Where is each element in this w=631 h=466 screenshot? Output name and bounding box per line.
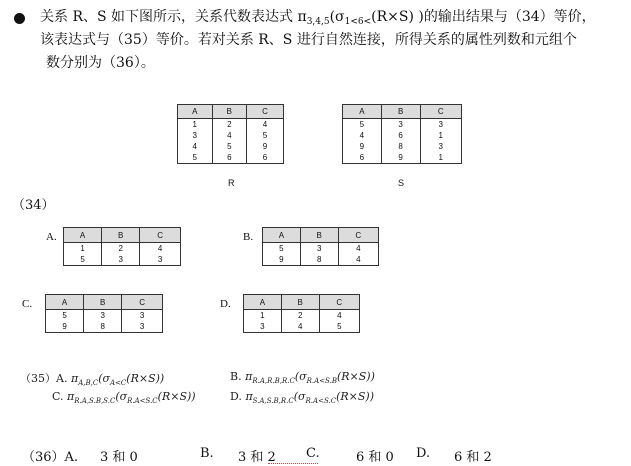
relation-s-header-row: [343, 105, 462, 119]
q34-option-b-header-row: [263, 228, 379, 243]
q35-b-sigma: (σ: [294, 370, 307, 383]
relation-r-header-row: [178, 105, 284, 119]
table-cell: 5: [178, 152, 213, 164]
q35-c-pi: π: [67, 390, 75, 403]
table-cell: 2: [102, 243, 140, 255]
table-cell: 5: [319, 321, 359, 333]
q34-option-b-label[interactable]: B.: [243, 231, 254, 243]
table-cell: 8: [84, 321, 122, 333]
table-row: [343, 152, 462, 164]
table-row: [263, 243, 379, 255]
table-cell: 1: [178, 119, 213, 131]
q34-option-d-label[interactable]: D.: [220, 298, 231, 310]
q34-option-c-header-row: [46, 295, 163, 310]
table-cell: 4: [319, 310, 359, 322]
table-cell: 4: [212, 130, 247, 141]
q36-option-d[interactable]: 6 和 2: [454, 450, 492, 465]
q34-option-d-header-row: [244, 295, 360, 310]
table-cell: 6: [343, 152, 382, 164]
q35-c-sigma: (σ: [115, 390, 128, 403]
table-cell: 1: [64, 243, 102, 255]
table-cell: 3: [84, 310, 122, 322]
question-line1-part-c: (R×S) )的输出结果与（34）等价，: [371, 9, 596, 25]
table-cell: 4: [178, 141, 213, 152]
q36-option-d-label: D.: [416, 446, 431, 461]
table-cell: 5: [64, 254, 102, 266]
table-cell: 3: [122, 310, 163, 322]
table-cell: 3: [420, 141, 461, 152]
table-cell: 9: [381, 152, 420, 164]
q35-d-pi-sub: S.A,S.B,R.C: [252, 397, 294, 405]
relation-r-name: R: [228, 178, 235, 188]
relation-s-col-c: C: [420, 105, 461, 119]
q35-c-label: C.: [52, 390, 64, 403]
table-cell: 3: [300, 243, 338, 255]
table-cell: 3: [178, 130, 213, 141]
table-cell: 9: [343, 141, 382, 152]
relation-r-col-b: B: [212, 105, 247, 119]
q35-c-rest: (R×S)): [157, 390, 196, 403]
table-cell: 3: [102, 254, 140, 266]
q34-option-b-col-b: B: [300, 228, 338, 243]
question-line1-part-b: (σ: [329, 9, 345, 25]
table-cell: 6: [212, 152, 247, 164]
q34-option-a-col-a: A: [64, 228, 102, 243]
q35-d-sigma: (σ: [293, 390, 306, 403]
table-cell: 4: [247, 119, 284, 131]
table-cell: 3: [420, 119, 461, 131]
table-row: [64, 254, 181, 266]
selection-subscript: 1<6<: [344, 17, 372, 27]
table-row: [343, 119, 462, 131]
table-row: [244, 321, 360, 333]
table-cell: 4: [281, 321, 319, 333]
table-cell: 1: [420, 130, 461, 141]
q34-option-a-col-b: B: [102, 228, 140, 243]
table-cell: 9: [263, 254, 301, 266]
q35-b-label: B.: [230, 370, 242, 383]
table-cell: 5: [343, 119, 382, 131]
q36-option-a[interactable]: 3 和 0: [100, 450, 138, 465]
q35-a-sigma: (σ: [98, 372, 111, 385]
q35-option-b[interactable]: [230, 370, 375, 385]
table-row: [343, 130, 462, 141]
q34-option-c-table: [45, 294, 163, 333]
q35-d-sigma-sub: R.A<S.C: [305, 397, 337, 405]
q35-b-rest: (R×S)): [336, 370, 375, 383]
table-row: [178, 152, 284, 164]
table-cell: 9: [247, 141, 284, 152]
q35-d-rest: (R×S)): [336, 390, 374, 403]
q34-option-c-col-a: A: [46, 295, 84, 310]
table-row: [46, 310, 163, 322]
q34-option-d-col-a: A: [244, 295, 282, 310]
relation-s-col-b: B: [381, 105, 420, 119]
table-cell: 5: [247, 130, 284, 141]
q35-b-pi: π: [245, 370, 253, 383]
q34-option-b-col-a: A: [263, 228, 301, 243]
q35-b-sigma-sub: R.A<S.B: [306, 377, 337, 385]
table-cell: 1: [244, 310, 282, 322]
q34-option-b-col-c: C: [338, 228, 378, 243]
table-cell: 4: [140, 243, 181, 255]
q35-c-pi-sub: R.A,S.B,S.C: [74, 397, 116, 405]
table-cell: 5: [212, 141, 247, 152]
q36-option-b-label: B.: [200, 446, 214, 461]
table-row: [178, 130, 284, 141]
table-cell: 3: [140, 254, 181, 266]
q36-option-c[interactable]: 6 和 0: [356, 450, 394, 465]
q34-label: （34）: [12, 198, 55, 213]
relation-s-name: S: [398, 178, 405, 188]
q34-option-c-col-c: C: [122, 295, 163, 310]
q36-option-b[interactable]: 3 和 2: [238, 450, 276, 465]
q35-option-d[interactable]: [230, 390, 374, 405]
table-cell: 5: [263, 243, 301, 255]
q35-b-pi-sub: R.A,R.B,R.C: [252, 377, 295, 385]
table-cell: 2: [281, 310, 319, 322]
q36-label: （36）A.: [22, 450, 79, 465]
table-cell: 1: [420, 152, 461, 164]
question-line1-part-a: 关系 R、S 如下图所示，关系代数表达式 π: [40, 9, 307, 25]
relation-r-col-a: A: [178, 105, 213, 119]
q34-option-b-table: [262, 227, 379, 266]
projection-subscript: 3,4,5: [306, 17, 330, 27]
q35-d-pi: π: [245, 390, 253, 403]
q35-d-label: D.: [230, 390, 242, 403]
q35-label: （35）: [20, 372, 56, 385]
table-cell: 9: [46, 321, 84, 333]
q35-a-pi: π: [70, 372, 79, 385]
table-cell: 5: [46, 310, 84, 322]
relation-s-col-a: A: [343, 105, 382, 119]
table-cell: 3: [244, 321, 282, 333]
table-row: [64, 243, 181, 255]
table-cell: 8: [300, 254, 338, 266]
q35-a-pi-sub: A,B,C: [78, 379, 99, 387]
relation-s-table: [342, 104, 462, 164]
table-row: [46, 321, 163, 333]
relation-r-table: [177, 104, 284, 164]
relation-r-col-c: C: [247, 105, 284, 119]
q35-a-sigma-sub: A<C: [110, 379, 127, 387]
table-row: [263, 254, 379, 266]
table-cell: 4: [338, 254, 378, 266]
table-cell: 4: [343, 130, 382, 141]
q34-option-d-col-c: C: [319, 295, 359, 310]
q35-option-a[interactable]: [20, 370, 164, 387]
q35-c-sigma-sub: R.A<S.C: [127, 397, 158, 405]
table-row: [178, 119, 284, 131]
q35-a-label: A.: [56, 372, 68, 385]
table-cell: 4: [338, 243, 378, 255]
q34-option-a-header-row: [64, 228, 181, 243]
table-cell: 3: [122, 321, 163, 333]
table-row: [178, 141, 284, 152]
q34-option-c-col-b: B: [84, 295, 122, 310]
q36-option-c-label: C.: [306, 446, 320, 461]
bullet-icon: [14, 13, 25, 24]
q34-option-d-table: [243, 294, 360, 333]
question-line-2: 该表达式与（35）等价。若对关系 R、S 进行自然连接，所得关系的属性列数和元组个: [40, 32, 577, 48]
table-cell: 6: [381, 130, 420, 141]
q34-option-d-col-b: B: [281, 295, 319, 310]
table-row: [244, 310, 360, 322]
q35-a-rest: (R×S)): [126, 372, 165, 385]
q34-option-c-label[interactable]: C.: [22, 298, 33, 310]
q34-option-a-table: [63, 227, 181, 266]
q34-option-a-col-c: C: [140, 228, 181, 243]
question-line-3: 数分别为（36）。: [46, 55, 155, 71]
q35-option-c[interactable]: [52, 390, 196, 405]
table-row: [343, 141, 462, 152]
table-cell: 3: [381, 119, 420, 131]
table-cell: 6: [247, 152, 284, 164]
q34-option-a-label[interactable]: A.: [46, 231, 57, 243]
dotted-underline: [268, 463, 318, 464]
table-cell: 8: [381, 141, 420, 152]
table-cell: 2: [212, 119, 247, 131]
